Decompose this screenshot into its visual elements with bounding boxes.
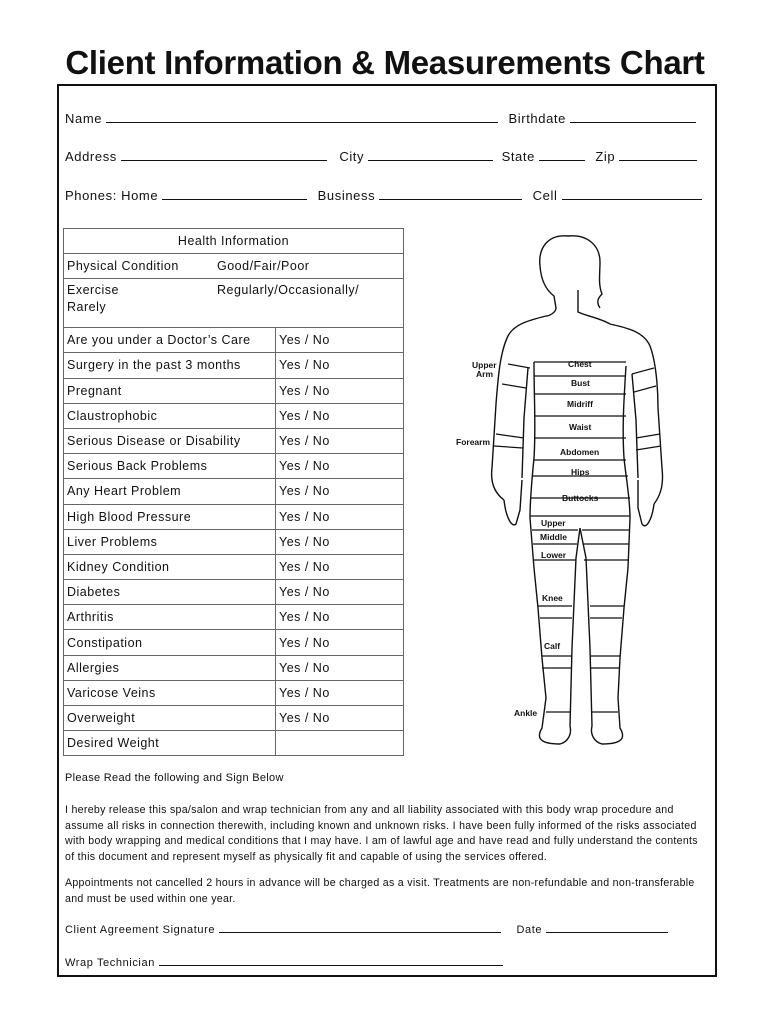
condition-label: Kidney Condition <box>64 554 276 579</box>
abdomen-label: Abdomen <box>560 447 600 457</box>
head-outline <box>540 236 568 316</box>
waist-label: Waist <box>569 422 592 432</box>
table-row <box>64 706 404 731</box>
chest-label: Chest <box>568 359 592 369</box>
body-outline <box>492 236 663 744</box>
condition-label: High Blood Pressure <box>64 504 276 529</box>
torso-right <box>623 366 630 518</box>
condition-label: Varicose Veins <box>64 680 276 705</box>
buttocks-label: Buttocks <box>562 493 599 503</box>
right-arm-inner <box>632 374 638 478</box>
name-field[interactable] <box>106 111 498 123</box>
condition-label: Arthritis <box>64 605 276 630</box>
condition-answer[interactable]: Yes / No <box>276 353 404 378</box>
exercise-options[interactable]: Regularly/Occasionally/ <box>217 283 360 298</box>
midriff-label: Midriff <box>567 399 593 409</box>
signature-field[interactable] <box>219 921 501 933</box>
table-row <box>64 328 404 353</box>
date-label: Date <box>516 924 543 936</box>
table-row <box>64 479 404 504</box>
condition-label: Allergies <box>64 655 276 680</box>
left-arm-inner <box>522 368 528 478</box>
condition-answer[interactable]: Yes / No <box>276 479 404 504</box>
phone-business-field[interactable] <box>379 188 522 200</box>
condition-answer[interactable]: Yes / No <box>276 706 404 731</box>
city-field[interactable] <box>368 149 493 161</box>
neck-right <box>578 290 610 324</box>
appointments-paragraph: Appointments not cancelled 2 hours in advance will be charged as a visit. Treatments are non-refundable and non-transferable and must be used within one year. <box>65 877 695 905</box>
condition-answer[interactable]: Yes / No <box>276 554 404 579</box>
signature-row <box>65 921 668 936</box>
condition-answer[interactable]: Yes / No <box>276 655 404 680</box>
state-label: State <box>501 149 535 164</box>
table-row <box>64 428 404 453</box>
zip-label: Zip <box>595 149 616 164</box>
calf-label: Calf <box>544 641 561 651</box>
phone-home-field[interactable] <box>162 188 307 200</box>
condition-label: Overweight <box>64 706 276 731</box>
zip-field[interactable] <box>619 149 697 161</box>
technician-label: Wrap Technician <box>65 957 155 969</box>
left-hand <box>504 480 522 525</box>
cell-label: Cell <box>532 188 558 203</box>
condition-answer[interactable]: Yes / No <box>276 328 404 353</box>
upper-thigh-label: Upper <box>541 518 566 528</box>
table-row <box>64 731 404 756</box>
table-row <box>64 655 404 680</box>
condition-answer[interactable]: Yes / No <box>276 580 404 605</box>
page-title: Client Information & Measurements Chart <box>65 44 705 81</box>
lower-thigh-label: Lower <box>541 550 567 560</box>
hair-outline <box>568 236 602 308</box>
table-row <box>64 254 404 279</box>
exercise-options-rarely[interactable]: Rarely <box>67 300 107 315</box>
health-table-header: Health Information <box>64 229 404 254</box>
table-row <box>64 680 404 705</box>
table-row <box>64 454 404 479</box>
condition-answer[interactable]: Yes / No <box>276 605 404 630</box>
birthdate-field[interactable] <box>570 111 696 123</box>
business-label: Business <box>317 188 376 203</box>
condition-answer[interactable]: Yes / No <box>276 428 404 453</box>
phones-home-label: Phones: Home <box>65 188 159 203</box>
bust-label: Bust <box>571 378 590 388</box>
hips-label: Hips <box>571 467 590 477</box>
right-hand <box>638 480 654 526</box>
condition-label: Serious Disease or Disability <box>64 428 276 453</box>
physical-condition-options[interactable]: Good/Fair/Poor <box>217 259 310 274</box>
condition-label: Diabetes <box>64 580 276 605</box>
table-row <box>64 554 404 579</box>
condition-answer[interactable]: Yes / No <box>276 680 404 705</box>
condition-label: Serious Back Problems <box>64 454 276 479</box>
ankle-label: Ankle <box>514 708 538 718</box>
condition-answer[interactable]: Yes / No <box>276 378 404 403</box>
condition-label: Any Heart Problem <box>64 479 276 504</box>
condition-label: Liver Problems <box>64 529 276 554</box>
condition-answer[interactable] <box>276 731 404 756</box>
table-row <box>64 529 404 554</box>
body-measurement-diagram <box>450 228 690 756</box>
condition-label: Constipation <box>64 630 276 655</box>
knee-label: Knee <box>542 593 563 603</box>
exercise-label: Exercise <box>67 283 119 298</box>
torso-left <box>530 362 535 518</box>
right-leg <box>580 518 630 744</box>
condition-label: Desired Weight <box>64 731 276 756</box>
state-field[interactable] <box>539 149 585 161</box>
condition-answer[interactable]: Yes / No <box>276 454 404 479</box>
condition-answer[interactable]: Yes / No <box>276 403 404 428</box>
condition-label: Are you under a Doctor’s Care <box>64 328 276 353</box>
table-row <box>64 353 404 378</box>
condition-label: Claustrophobic <box>64 403 276 428</box>
table-row <box>64 403 404 428</box>
signature-label: Client Agreement Signature <box>65 924 216 936</box>
technician-row <box>65 954 503 969</box>
forearm-label: Forearm <box>456 437 491 447</box>
upper-arm-label-2: Arm <box>476 369 494 379</box>
upper-arm-label-1: Upper <box>472 360 497 370</box>
table-row <box>64 630 404 655</box>
birthdate-label: Birthdate <box>508 111 566 126</box>
table-row <box>64 580 404 605</box>
phone-cell-field[interactable] <box>562 188 702 200</box>
condition-label: Surgery in the past 3 months <box>64 353 276 378</box>
address-field[interactable] <box>121 149 327 161</box>
technician-field[interactable] <box>159 954 503 966</box>
table-row <box>64 605 404 630</box>
condition-answer[interactable]: Yes / No <box>276 504 404 529</box>
date-field[interactable] <box>546 921 668 933</box>
address-label: Address <box>65 149 117 164</box>
condition-answer[interactable]: Yes / No <box>276 630 404 655</box>
physical-condition-label: Physical Condition <box>67 259 179 274</box>
city-label: City <box>339 149 365 164</box>
phones-row <box>65 188 702 203</box>
name-row <box>65 111 696 126</box>
right-arm-outer <box>610 324 663 504</box>
table-row <box>64 279 404 328</box>
address-row <box>65 149 697 164</box>
table-row <box>64 378 404 403</box>
agreement-heading: Please Read the following and Sign Below <box>65 772 284 784</box>
health-information-table <box>63 228 404 756</box>
left-arm-outer <box>492 316 546 500</box>
name-label: Name <box>65 111 103 126</box>
table-row <box>64 504 404 529</box>
release-paragraph: I hereby release this spa/salon and wrap technician from any and all liability associated with this body wrap procedure and assume all risks in connection therewith, including known and unknown risks. I have been fully informed of the risks associated with body wrapping and medical conditions that I may have. I am of lawful age and have read and fully understand the contents of this document and represent myself as physically fit and capable of using the services offered. <box>65 804 698 863</box>
middle-thigh-label: Middle <box>540 532 567 542</box>
condition-label: Pregnant <box>64 378 276 403</box>
condition-answer[interactable]: Yes / No <box>276 529 404 554</box>
